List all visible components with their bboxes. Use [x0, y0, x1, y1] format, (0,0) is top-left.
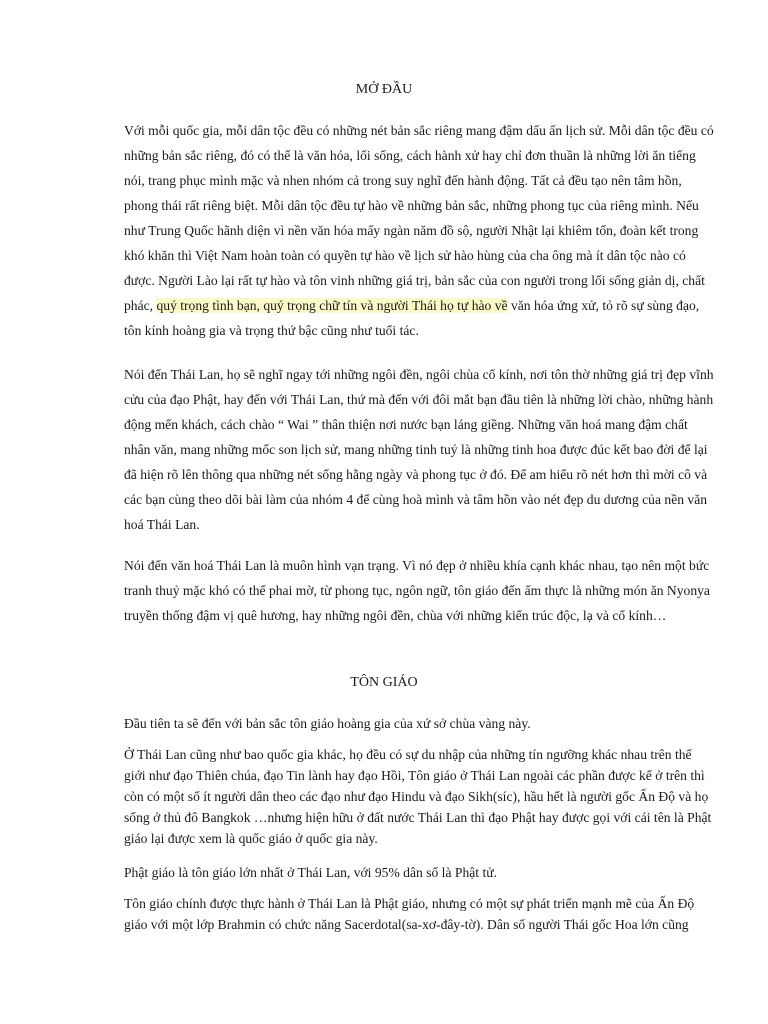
intro-paragraph-2: Nói đến Thái Lan, họ sẽ nghĩ ngay tới những ngôi đền, ngôi chùa cổ kính, nơi tôn thờ những giá trị đẹp vĩnh cửu của đạo Phật, hay đến với Thái Lan, thứ mà đến với đôi mắt bạn đầu tiên là những lời chào, những hành động mến khách, cách chào “ Wai ” thân thiện nơi nước bạn láng giềng. Những văn hoá mang đậm chất nhân văn, mang những mốc son lịch sử, mang những tinh tuý là những tinh hoa được đúc kết bao đời để lại đã hiện rõ lên thông qua những nét sống hằng ngày và phong tục ở đó. Để am hiểu rõ nét hơn thì mời cô và các bạn cùng theo dõi bài làm của nhóm 4 để cùng hoà mình và tâm hồn vào nét đẹp du dương của nền văn hoá Thái Lan. [124, 367, 714, 532]
intro-paragraph-1-text-a: Với mỗi quốc gia, mỗi dân tộc đều có những nét bản sắc riêng mang đậm dấu ấn lịch sử. Mỗi dân tộc đều có những bản sắc riêng, đó có thể là văn hóa, lối sống, cách hành xử hay chỉ đơn thuần là những lời ăn tiếng nói, trang phục mình mặc và nhen nhóm cả trong suy nghĩ đến hành động. Tất cả đều tạo nên tâm hồn, phong thái rất riêng biệt. Mỗi dân tộc đều tự hào về những bản sắc, những phong tục của riêng mình. Nếu như Trung Quốc hãnh diện vì nền văn hóa mấy ngàn năm đồ sộ, người Nhật lại khiêm tốn, đoàn kết trong khó khăn thì Việt Nam hoàn toàn có quyền tự hào về lịch sử hào hùng của cha ông mà ít dân tộc nào có được. Người Lào lại rất tự hào và tôn vinh những giá trị, bản sắc của con người trong lối sống giản dị, chất phác, [124, 123, 714, 313]
religion-paragraph-1: Đầu tiên ta sẽ đến với bản sắc tôn giáo hoàng gia của xứ sở chùa vàng này. [124, 716, 531, 731]
religion-paragraph-2: Ở Thái Lan cũng như bao quốc gia khác, họ đều có sự du nhập của những tín ngưỡng khác nhau trên thế giới như đạo Thiên chúa, đạo Tin lành hay đạo Hồi, Tôn giáo ở Thái Lan ngoài các phần được kể ở trên thì còn có một số ít người dân theo các đạo như đạo Hindu và đạo Sikh(síc), hầu hết là người gốc Ấn Độ và họ sống ở thủ đô Bangkok …nhưng hiện hữu ở đất nước Thái Lan thì đạo Phật hay được gọi với cái tên là Phật giáo lại được xem là quốc giáo ở quốc gia này. [124, 747, 712, 846]
intro-paragraph-1-text-b: văn hóa ứng xử, tỏ rõ sự sùng đạo, tôn kính hoàng gia và trọng thứ bậc cũng như tuổi tác. [124, 298, 700, 338]
heading-religion: TÔN GIÁO [350, 675, 418, 690]
religion-paragraph-3: Phật giáo là tôn giáo lớn nhất ở Thái Lan, với 95% dân số là Phật tử. [124, 865, 497, 880]
intro-paragraph-1 [124, 118, 714, 343]
highlighted-text: quý trọng tình bạn, quý trọng chữ tín và người Thái họ tự hào về [156, 298, 508, 313]
heading-intro: MỞ ĐẦU [355, 82, 413, 97]
religion-paragraph-4: Tôn giáo chính được thực hành ở Thái Lan là Phật giáo, nhưng có một sự phát triển mạnh mẽ của Ấn Độ giáo với một lớp Brahmin có chức năng Sacerdotal(sa-xơ-đây-tờ). Dân số người Thái gốc Hoa lớn cũng [124, 896, 695, 932]
intro-paragraph-3: Nói đến văn hoá Thái Lan là muôn hình vạn trạng. Vì nó đẹp ở nhiều khía cạnh khác nhau, tạo nên một bức tranh thuỷ mặc khó có thể phai mờ, từ phong tục, ngôn ngữ, tôn giáo đến ẩm thực là những món ăn Nyonya truyền thống đậm vị quê hương, hay những ngôi đền, chùa với những kiến trúc độc, lạ và cổ kính… [124, 558, 710, 623]
